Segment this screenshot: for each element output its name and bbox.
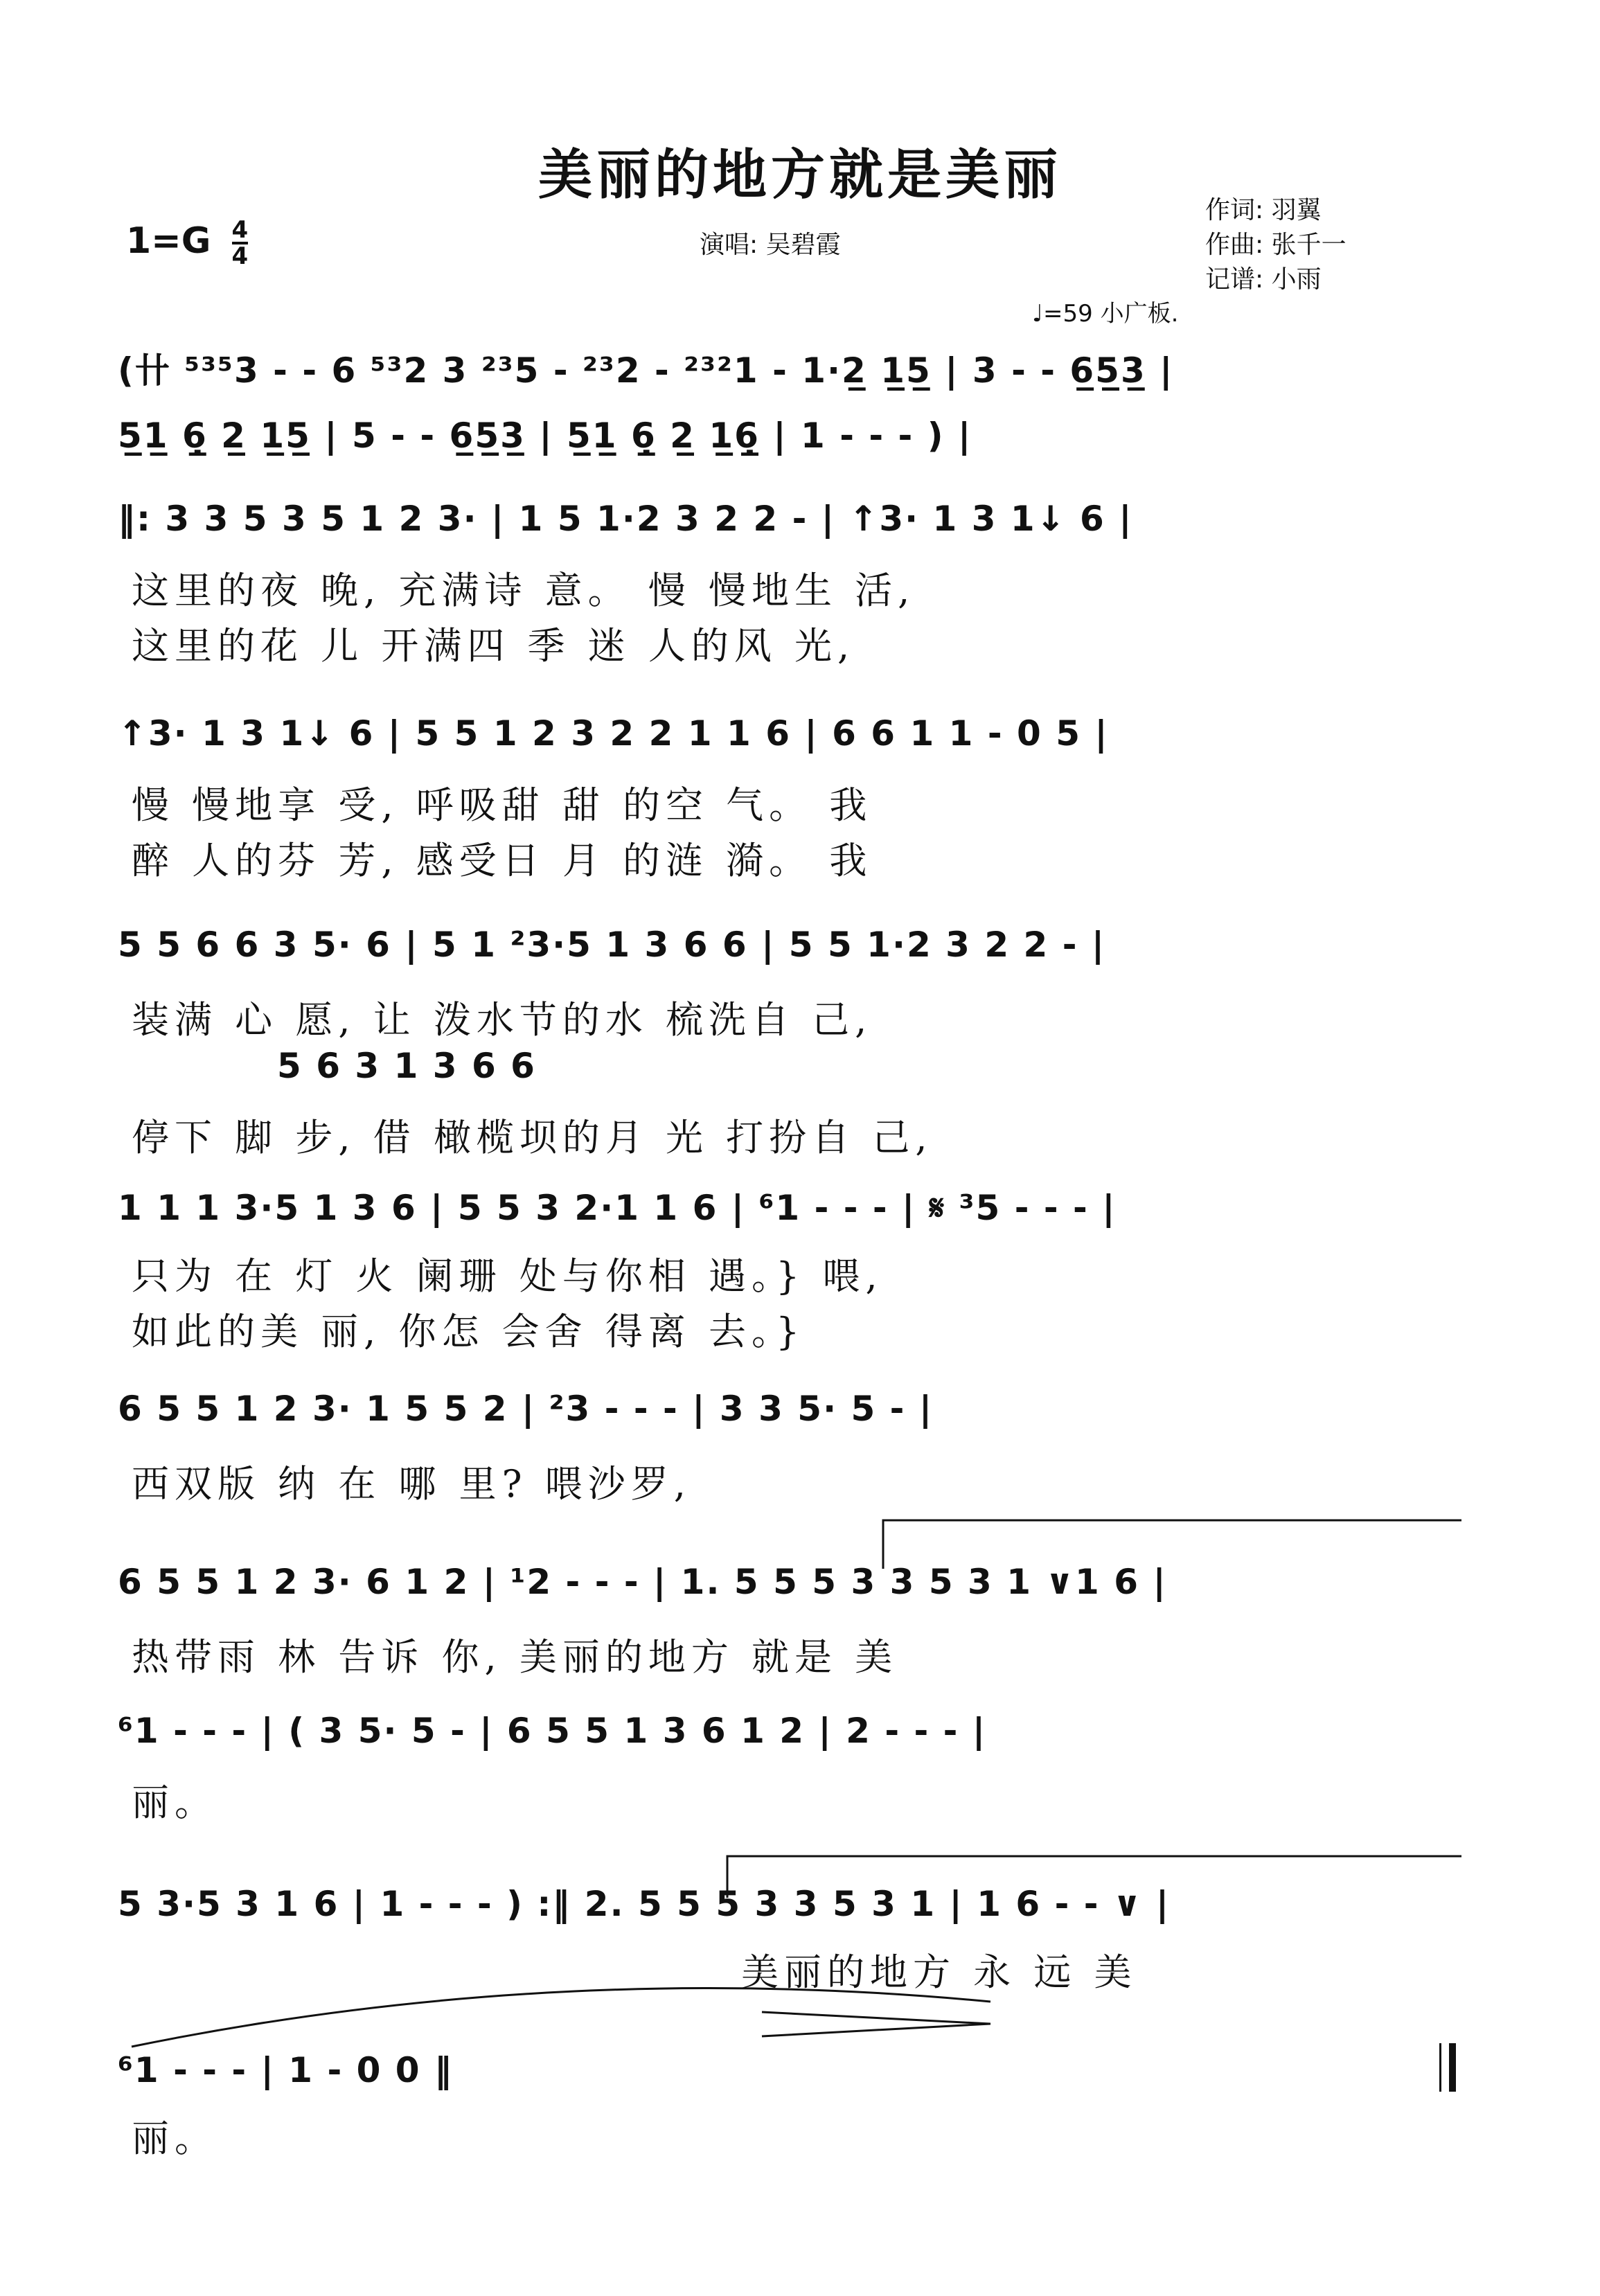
staff-row-1: (卄 ⁵³⁵3 - - 6 ⁵³2 3 ²³5 - ²³2 - ²³²1 - 1·2̲ 1̲5̲ | 3 - - 6̲5̲3̲ |	[118, 350, 1174, 391]
staff-row-2: 5̲1̲ 6̣̲ 2̲ 1̲5̲ | 5 - - 6̲5̲3̲ | 5̲1̲ 6̣̲ 2̲ 1̲6̣̲ | 1 - - - ) |	[118, 416, 972, 456]
lyric-row-4: 醉 人的芬 芳, 感受日 月 的涟 漪。 我	[132, 839, 873, 882]
first-ending-bracket	[883, 1520, 1461, 1569]
lyric-row-1: 这里的夜 晚, 充满诗 意。 慢 慢地生 活,	[132, 569, 916, 612]
composer-credit: 作曲: 张千一	[1205, 231, 1346, 259]
singer-credit: 演唱: 吴碧霞	[700, 231, 841, 259]
decrescendo-hairpin	[762, 2012, 990, 2036]
lyric-row-8: 如此的美 丽, 你怎 会舍 得离 去。}	[132, 1310, 806, 1353]
final-barline	[1449, 2043, 1456, 2092]
tempo-marking: ♩=59 小广板.	[1032, 300, 1179, 328]
lyric-row-3: 慢 慢地享 受, 呼吸甜 甜 的空 气。 我	[132, 783, 873, 827]
lyric-row-7: 只为 在 灯 火 阑珊 处与你相 遇。} 喂,	[132, 1254, 883, 1298]
lyric-row-11: 丽。	[132, 1781, 217, 1824]
staff-row-10: ⁶1 - - - | ( 3 5· 5 - | 6 5 5 1 3 6 1 2 | 2 - - - |	[118, 1711, 987, 1751]
second-ending-bracket	[727, 1856, 1461, 1898]
staff-row-4: ↑3· 1 3 1↓ 6 | 5 5 1 2 3 2 2 1 1 6 | 6 6 1 1 - 0 5 |	[118, 713, 1109, 754]
staff-row-12: ⁶1 - - - | 1 - 0 0 ‖	[118, 2050, 453, 2090]
staff-row-9: 6 5 5 1 2 3· 6 1 2 | ¹2 - - - | 1. 5 5 5 3 3 5 3 1 ∨1 6 |	[118, 1562, 1167, 1602]
staff-row-5: 5 5 6 6 3 5· 6 | 5 1 ²3·5 1 3 6 6 | 5 5 1·2 3 2 2 - |	[118, 925, 1106, 965]
lyric-row-6: 停下 脚 步, 借 橄榄坝的月 光 打扮自 己,	[132, 1116, 933, 1159]
lyric-row-2: 这里的花 儿 开满四 季 迷 人的风 光,	[132, 624, 855, 668]
song-title: 美丽的地方就是美丽	[537, 143, 1062, 206]
time-top: 4	[231, 216, 249, 244]
lyric-row-9: 西双版 纳 在 哪 里? 喂沙罗,	[132, 1462, 691, 1506]
staff-row-11: 5 3·5 3 1 6 | 1 - - - ) :‖ 2. 5 5 5 3 3 5 3 1 | 1 6 - - ∨ |	[118, 1884, 1171, 1924]
staff-row-8: 6 5 5 1 2 3· 1 5 5 2 | ²3 - - - | 3 3 5· 5 - |	[118, 1389, 934, 1429]
time-bottom: 4	[231, 242, 249, 270]
lyric-row-12: 美丽的地方 永 远 美	[741, 1950, 1137, 1994]
key-label: 1=G	[126, 220, 211, 262]
final-barline-thin	[1439, 2043, 1441, 2092]
lyric-row-13: 丽。	[132, 2117, 217, 2160]
staff-row-6: 5 6 3 1 3 6 6	[277, 1046, 536, 1086]
lyricist-credit: 作词: 羽翼	[1205, 196, 1322, 224]
lyric-row-5: 装满 心 愿, 让 泼水节的水 梳洗自 己,	[132, 998, 873, 1042]
lyric-row-10: 热带雨 林 告诉 你, 美丽的地方 就是 美	[132, 1635, 898, 1679]
transcriber-credit: 记谱: 小雨	[1205, 265, 1322, 294]
staff-row-7: 1 1 1 3·5 1 3 6 | 5 5 3 2·1 1 6 | ⁶1 - - - | 𝄋 ³5 - - - |	[118, 1188, 1117, 1228]
staff-row-3: ‖: 3 3 5 3 5 1 2 3· | 1 5 1·2 3 2 2 - | ↑3· 1 3 1↓ 6 |	[118, 499, 1133, 539]
